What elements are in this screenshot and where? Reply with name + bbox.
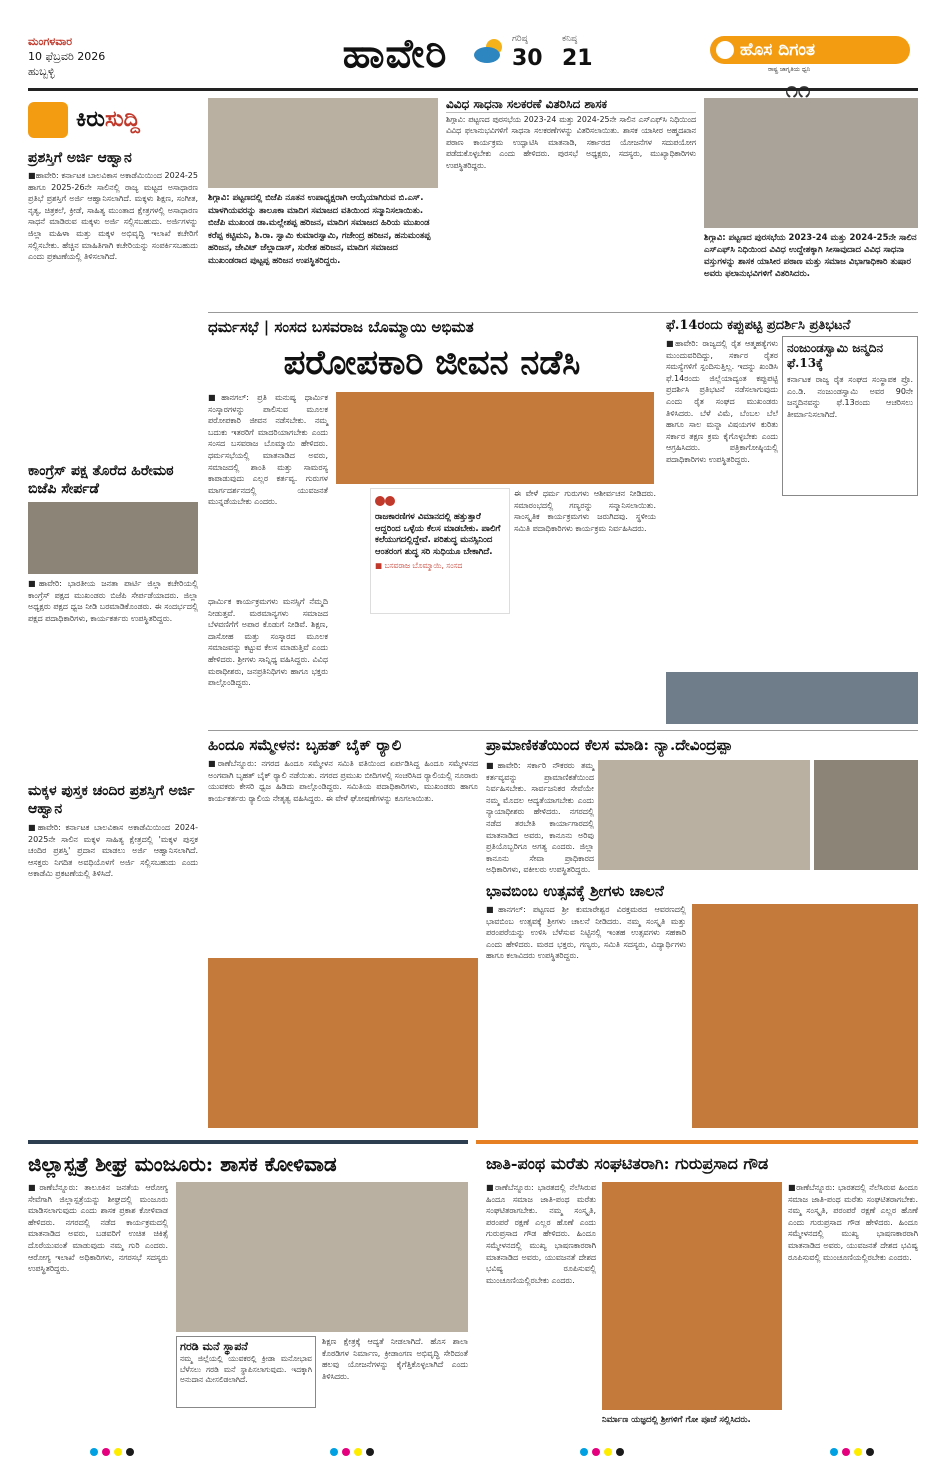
top-caption-1: ಶಿಗ್ಗಾವಿ: ಪಟ್ಟಣದಲ್ಲಿ ಬಿಜೆಪಿ ನೂತನ ಉಪಾಧ್ಯಕ್ಷರಾಗಿ ಆಯ್ಕೆಯಾಗಿರುವ ಬಿ.ಎಸ್. ಮಾಳಗಿಯವರನ್ನು ತಾಲೂಕಾ ಮಾದಿಗ ಸಮಾಜದ ವತಿಯಿಂದ ಸನ್ಮಾನಿಸಲಾಯಿತು. ಬಿಜೆಪಿ ಮುಖಂಡ ಡಾ.ಮಲ್ಲೇಶಪ್ಪ ಹರಿಜನ, ಮಾದಿಗ ಸಮಾಜದ ಹಿರಿಯ ಮುಖಂಡ ಕರೆಪ್ಪ ಕಟ್ಟಿಮನಿ, ಶಿ.ರಾ. ಸ್ವಾಮಿ ಕುಮಾರಸ್ವಾಮಿ, ಗಜೇಂದ್ರ ಹರಿಜನ, ಹನುಮಂತಪ್ಪ ಹರಿಜನ, ಜೇವಿಟ್ ಜೆಲ್ಲಾದಾಸ್, ಸುರೇಶ ಹರಿಜನ, ಮಾದಿಗ ಸಮಾಜದ ಮುಖಂಡರಾದ ಪುಟ್ಟಪ್ಪ ಹರಿಜನ ಉಪಸ್ಥಿತರಿದ್ದರು. [208,193,431,266]
register-dot [866,1448,874,1456]
print-register-dots-1 [90,1448,134,1456]
masthead-date: 10 ಫೆಬ್ರವರಿ 2026 [28,50,106,63]
top-photo-1 [208,98,438,188]
lead-body-1: ■ಹಾನಗಲ್: ಪ್ರತಿ ಮನುಷ್ಯ ಧಾರ್ಮಿಕ ಸಂಸ್ಕಾರಗಳನ್ನು ಪಾಲಿಸುವ ಮೂಲಕ ಪರೋಪಕಾರಿ ಜೀವನ ನಡೆಸಬೇಕು. ನಮ್ಮ ಬದುಕು ಇತರರಿಗೆ ಮಾದರಿಯಾಗಬೇಕು ಎಂದು ಸಂಸದ ಬಸವರಾಜ ಬೊಮ್ಮಾಯಿ ಹೇಳಿದರು. ಧರ್ಮಸಭೆಯಲ್ಲಿ ಮಾತನಾಡಿದ ಅವರು, ಸಮಾಜದಲ್ಲಿ ಶಾಂತಿ ಮತ್ತು ಸಾಮರಸ್ಯ ಕಾಪಾಡುವುದು ಎಲ್ಲರ ಕರ್ತವ್ಯ. ಗುರುಗಳ ಮಾರ್ಗದರ್ಶನದಲ್ಲಿ ಯುವಜನತೆ ಮುನ್ನಡೆಯಬೇಕು ಎಂದರು. [208,393,328,507]
register-dot [592,1448,600,1456]
min-temp-value: 21 [562,46,593,71]
right-box [782,336,918,496]
hospital-box-body: ನಮ್ಮ ಜಿಲ್ಲೆಯಲ್ಲಿ ಯುವಕರಲ್ಲಿ ಕ್ರೀಡಾ ಮನೋಭಾವ ಬೆಳೆಸಲು ಗರಡಿ ಮನೆ ಸ್ಥಾಪಿಸಲಾಗುವುದು. ಇದಕ್ಕಾಗಿ ಅನುದಾನ ಮೀಸಲಿಡಲಾಗಿದೆ. [180,1354,312,1384]
lead-body-2: ಧಾರ್ಮಿಕ ಕಾರ್ಯಕ್ರಮಗಳು ಮನಸ್ಸಿಗೆ ನೆಮ್ಮದಿ ನೀಡುತ್ತವೆ. ಮಠಮಾನ್ಯಗಳು ಸಮಾಜದ ಬೆಳವಣಿಗೆಗೆ ಅಪಾರ ಕೊಡುಗೆ ನೀಡಿವೆ. ಶಿಕ್ಷಣ, ದಾಸೋಹ ಮತ್ತು ಸಂಸ್ಕಾರದ ಮೂಲಕ ಸಮಾಜವನ್ನು ಕಟ್ಟುವ ಕೆಲಸ ಮಾಡುತ್ತಿವೆ ಎಂದು ಹೇಳಿದರು. ಶ್ರೀಗಳು ಸಾನ್ನಿಧ್ಯ ವಹಿಸಿದ್ದರು. ವಿವಿಧ ಮಠಾಧೀಶರು, ಜನಪ್ರತಿನಿಧಿಗಳು ಹಾಗೂ ಭಕ್ತರು ಪಾಲ್ಗೊಂಡಿದ್ದರು. [208,597,328,688]
masthead-rule [28,88,918,91]
brand-tagline: ರಾಷ್ಟ್ರ ಜಾಗೃತಿಯ ಧ್ವನಿ [768,66,811,73]
register-dot [842,1448,850,1456]
bhavabimba-body: ■ಹಾನಗಲ್: ಪಟ್ಟಣದ ಶ್ರೀ ಕುಮಾರೇಶ್ವರ ವಿರಕ್ತಮಠದ ಆವರಣದಲ್ಲಿ ಭಾವಬಿಂಬ ಉತ್ಸವಕ್ಕೆ ಶ್ರೀಗಳು ಚಾಲನೆ ನೀಡಿದರು. ನಮ್ಮ ಸಂಸ್ಕೃತಿ ಮತ್ತು ಪರಂಪರೆಯನ್ನು ಉಳಿಸಿ ಬೆಳೆಸುವ ನಿಟ್ಟಿನಲ್ಲಿ ಇಂತಹ ಉತ್ಸವಗಳು ಸಹಕಾರಿ ಎಂದು ಹೇಳಿದರು. ಮಠದ ಭಕ್ತರು, ಗಣ್ಯರು, ಸಮಿತಿ ಸದಸ್ಯರು, ವಿದ್ಯಾರ್ಥಿಗಳು ಹಾಗೂ ಕಲಾವಿದರು ಉಪಸ್ಥಿತರಿದ್ದರು. [486,905,686,961]
right-headline: ಫೆ.14ರಂದು ಕಪ್ಪುಪಟ್ಟಿ ಪ್ರದರ್ಶಿಸಿ ಪ್ರತಿಭಟನೆ [666,318,851,333]
hindu-photo [208,958,478,1128]
bhavabimba-headline: ಭಾವಬಿಂಬ ಉತ್ಸವಕ್ಕೆ ಶ್ರೀಗಳು ಚಾಲನೆ [486,882,664,900]
weather-widget [470,34,600,74]
lead-kicker: ಧರ್ಮಸಭೆ | ಸಂಸದ ಬಸವರಾಜ ಬೊಮ್ಮಾಯಿ ಅಭಿಮತ [208,318,474,336]
masthead-city: ಹುಬ್ಬಳ್ಳಿ [28,65,55,78]
max-temp-value: 30 [512,46,543,71]
register-dot [114,1448,122,1456]
bhavabimba-photo [692,904,918,1128]
left-headline-1: ಪ್ರಶಸ್ತಿಗೆ ಅರ್ಜಿ ಆಹ್ವಾನ [28,150,132,166]
top-body: ಶಿಗ್ಗಾವಿ: ಪಟ್ಟಣದ ಪುರಸಭೆಯ 2023-24 ಮತ್ತು 2024-25ನೇ ಸಾಲಿನ ಎಸ್‌ಎಫ್‌ಸಿ ನಿಧಿಯಿಂದ ವಿವಿಧ ಫಲಾನುಭವಿಗಳಿಗೆ ಸಾಧನಾ ಸಲಕರಣೆಗಳನ್ನು ವಿತರಿಸಲಾಯಿತು. ಶಾಸಕ ಯಾಸೀರ ಅಹ್ಮದಖಾನ ಪಠಾಣ ಕಾರ್ಯಕ್ರಮ ಉದ್ಘಾಟಿಸಿ ಮಾತನಾಡಿ, ಸರ್ಕಾರದ ಯೋಜನೆಗಳ ಸದುಪಯೋಗ ಪಡೆದುಕೊಳ್ಳಬೇಕು ಎಂದು ಹೇಳಿದರು. ಪುರಸಭೆ ಅಧ್ಯಕ್ಷರು, ಸದಸ್ಯರು, ಮುಖ್ಯಾಧಿಕಾರಿಗಳು ಉಪಸ್ಥಿತರಿದ್ದರು. [446,115,696,170]
register-dot [126,1448,134,1456]
hospital-headline: ಜಿಲ್ಲಾಸ್ಪತ್ರೆ ಶೀಘ್ರ ಮಂಜೂರು: ಶಾಸಕ ಕೋಳಿವಾಡ [28,1152,337,1176]
left-photo-1 [28,502,198,574]
hindu-headline: ಹಿಂದೂ ಸಮ್ಮೇಳನ: ಬೃಹತ್ ಬೈಕ್ ರ‍್ಯಾಲಿ [208,736,402,754]
hospital-body-2: ಶಿಕ್ಷಣ ಕ್ಷೇತ್ರಕ್ಕೆ ಆದ್ಯತೆ ನೀಡಲಾಗಿದೆ. ಹೊಸ ಶಾಲಾ ಕೊಠಡಿಗಳ ನಿರ್ಮಾಣ, ಕ್ರೀಡಾಂಗಣ ಅಭಿವೃದ್ಧಿ ಸೇರಿದಂತೆ ಹಲವು ಯೋಜನೆಗಳನ್ನು ಕೈಗೆತ್ತಿಕೊಳ್ಳಲಾಗಿದೆ ಎಂದು ತಿಳಿಸಿದರು. [322,1337,468,1381]
lead-headline: ಪರೋಪಕಾರಿ ಜೀವನ ನಡೆಸಿ [283,343,581,383]
hospital-box-headline: ಗರಡಿ ಮನೆ ಸ್ಥಾಪನೆ [180,1340,248,1353]
register-dot [580,1448,588,1456]
print-register-dots-2 [330,1448,374,1456]
register-dot [342,1448,350,1456]
register-dot [354,1448,362,1456]
jati-headline: ಜಾತಿ-ಪಂಥ ಮರೆತು ಸಂಘಟಿತರಾಗಿ: ಗುರುಪ್ರಸಾದ ಗೌಡ [486,1154,769,1173]
weather-cloud-icon [472,38,506,64]
print-register-dots-3 [580,1448,624,1456]
pramanika-body: ■ಹಾವೇರಿ: ಸರ್ಕಾರಿ ನೌಕರರು ತಮ್ಮ ಕರ್ತವ್ಯವನ್ನು ಪ್ರಾಮಾಣಿಕತೆಯಿಂದ ನಿರ್ವಹಿಸಬೇಕು. ಸಾರ್ವಜನಿಕರ ಸೇವೆಯೇ ನಮ್ಮ ಮೊದಲ ಆದ್ಯತೆಯಾಗಬೇಕು ಎಂದು ನ್ಯಾಯಾಧೀಶರು ಹೇಳಿದರು. ನಗರದಲ್ಲಿ ನಡೆದ ತರಬೇತಿ ಕಾರ್ಯಾಗಾರದಲ್ಲಿ ಮಾತನಾಡಿದ ಅವರು, ಕಾನೂನು ಅರಿವು ಪ್ರತಿಯೊಬ್ಬರಿಗೂ ಅಗತ್ಯ ಎಂದರು. ಜಿಲ್ಲಾ ಕಾನೂನು ಸೇವಾ ಪ್ರಾಧಿಕಾರದ ಅಧಿಕಾರಿಗಳು, ವಕೀಲರು ಉಪಸ್ಥಿತರಿದ್ದರು. [486,761,594,875]
lead-body-3: ಈ ವೇಳೆ ಧರ್ಮ ಗುರುಗಳು ಆಶೀರ್ವಚನ ನೀಡಿದರು. ಸಮಾರಂಭದಲ್ಲಿ ಗಣ್ಯರನ್ನು ಸನ್ಮಾನಿಸಲಾಯಿತು. ಸಾಂಸ್ಕೃತಿಕ ಕಾರ್ಯಕ್ರಮಗಳು ಜರುಗಿದವು. ಸ್ಥಳೀಯ ಸಮಿತಿ ಪದಾಧಿಕಾರಿಗಳು ಕಾರ್ಯಕ್ರಮ ನಿರ್ವಹಿಸಿದರು. [514,489,656,533]
left-headline-2: ಕಾಂಗ್ರೆಸ್ ಪಕ್ಷ ತೊರೆದ ಹಿರೇಮಠ ಬಿಜೆಪಿ ಸೇರ್ಪಡೆ [28,463,174,497]
left-body-3: ■ಹಾವೇರಿ: ಕರ್ನಾಟಕ ಬಾಲವಿಕಾಸ ಅಕಾಡೆಮಿಯಿಂದ 2024-2025ನೇ ಸಾಲಿನ ಮಕ್ಕಳ ಸಾಹಿತ್ಯ ಕ್ಷೇತ್ರದಲ್ಲಿ 'ಮಕ್ಕಳ ಪುಸ್ತಕ ಚಂದಿರ ಪ್ರಶಸ್ತಿ' ಪ್ರದಾನ ಮಾಡಲು ಅರ್ಜಿ ಆಹ್ವಾನಿಸಲಾಗಿದೆ. ಆಸಕ್ತರು ನಿಗದಿತ ಅವಧಿಯೊಳಗೆ ಅರ್ಜಿ ಸಲ್ಲಿಸಬಹುದು ಎಂದು ಅಕಾಡೆಮಿ ಪ್ರಕಟಣೆಯಲ್ಲಿ ತಿಳಿಸಿದೆ. [28,823,198,879]
section-divider [208,312,918,313]
jati-body: ■ರಾಣೆಬೆನ್ನೂರು: ಭಾರತದಲ್ಲಿ ನೆಲೆಸಿರುವ ಹಿಂದೂ ಸಮಾಜ ಜಾತಿ-ಪಂಥ ಮರೆತು ಸಂಘಟಿತರಾಗಬೇಕು. ನಮ್ಮ ಸಂಸ್ಕೃತಿ, ಪರಂಪರೆ ರಕ್ಷಣೆ ಎಲ್ಲರ ಹೊಣೆ ಎಂದು ಗುರುಪ್ರಸಾದ ಗೌಡ ಹೇಳಿದರು. ಹಿಂದೂ ಸಮ್ಮೇಳನದಲ್ಲಿ ಮುಖ್ಯ ಭಾಷಣಕಾರರಾಗಿ ಮಾತನಾಡಿದ ಅವರು, ಯುವಜನತೆ ದೇಶದ ಭವಿಷ್ಯ ರೂಪಿಸುವಲ್ಲಿ ಮುಂಚೂಣಿಯಲ್ಲಿರಬೇಕು ಎಂದರು. [486,1183,596,1285]
right-body: ■ಹಾವೇರಿ: ರಾಜ್ಯದಲ್ಲಿ ರೈತ ಆತ್ಮಹತ್ಯೆಗಳು ಮುಂದುವರಿದಿದ್ದು, ಸರ್ಕಾರ ರೈತರ ಸಮಸ್ಯೆಗಳಿಗೆ ಸ್ಪಂದಿಸುತ್ತಿಲ್ಲ. ಇದನ್ನು ಖಂಡಿಸಿ ಫೆ.14ರಂದು ಜಿಲ್ಲೆಯಾದ್ಯಂತ ಕಪ್ಪುಪಟ್ಟಿ ಪ್ರದರ್ಶಿಸಿ ಪ್ರತಿಭಟನೆ ನಡೆಸಲಾಗುವುದು ಎಂದು ರೈತ ಸಂಘದ ಮುಖಂಡರು ತಿಳಿಸಿದರು. ಬೆಳೆ ವಿಮೆ, ಬೆಂಬಲ ಬೆಲೆ ಹಾಗೂ ಸಾಲ ಮನ್ನಾ ವಿಷಯಗಳ ಕುರಿತು ಸರ್ಕಾರ ತಕ್ಷಣ ಕ್ರಮ ಕೈಗೊಳ್ಳಬೇಕು ಎಂದು ಆಗ್ರಹಿಸಿದರು. ಪತ್ರಿಕಾಗೋಷ್ಠಿಯಲ್ಲಿ ಪದಾಧಿಕಾರಿಗಳು ಉಪಸ್ಥಿತರಿದ್ದರು. [666,339,778,464]
bottom-bar-left [28,1140,468,1144]
register-dot [616,1448,624,1456]
register-dot [854,1448,862,1456]
lead-quote-by: ■ ಬಸವರಾಜ ಬೊಮ್ಮಾಯಿ, ಸಂಸದ [375,561,463,570]
lead-photo [336,392,654,484]
max-temp-label: ಗರಿಷ್ಠ [512,34,528,44]
pramanika-headline: ಪ್ರಾಮಾಣಿಕತೆಯಿಂದ ಕೆಲಸ ಮಾಡಿ: ನ್ಯಾ.ದೇವಿಂದ್ರಪ್ಪಾ [486,736,733,754]
right-box-headline: ನಂಜುಂಡಸ್ವಾಮಿ ಜನ್ಮದಿನ ಫೆ.13ಕ್ಕೆ [787,341,884,370]
quote-icon [375,494,395,508]
masthead-date-block [28,34,178,79]
left-headline-3: ಮಕ್ಕಳ ಪುಸ್ತಕ ಚಂದಿರ ಪ್ರಶಸ್ತಿಗೆ ಅರ್ಜಿ ಆಹ್ವಾನ [28,783,195,817]
min-temp-label: ಕನಿಷ್ಠ [562,34,578,44]
top-headline: ವಿವಿಧ ಸಾಧನಾ ಸಲಕರಣೆ ವಿತರಿಸಿದ ಶಾಸಕ [446,96,696,113]
register-dot [830,1448,838,1456]
register-dot [102,1448,110,1456]
masthead-day: ಮಂಗಳವಾರ [28,35,73,48]
lead-quote-box [370,488,510,614]
left-body-1: ■ಹಾವೇರಿ: ಕರ್ನಾಟಕ ಬಾಲವಿಕಾಸ ಅಕಾಡೆಮಿಯಿಂದ 2024-25 ಹಾಗೂ 2025-26ನೇ ಸಾಲಿನಲ್ಲಿ ರಾಜ್ಯ ಮಟ್ಟದ ಅಸಾಧಾರಣ ಪ್ರತಿಭೆ ಪ್ರಶಸ್ತಿಗೆ ಅರ್ಜಿ ಆಹ್ವಾನಿಸಲಾಗಿದೆ. ಮಕ್ಕಳು ಶಿಕ್ಷಣ, ಸಂಗೀತ, ನೃತ್ಯ, ಚಿತ್ರಕಲೆ, ಕ್ರೀಡೆ, ಸಾಹಿತ್ಯ ಮುಂತಾದ ಕ್ಷೇತ್ರಗಳಲ್ಲಿ ಅಸಾಧಾರಣ ಸಾಧನೆ ಮಾಡಿರುವ ಮಕ್ಕಳು ಅರ್ಜಿ ಸಲ್ಲಿಸಬಹುದು. ಅರ್ಜಿಗಳನ್ನು ಜಿಲ್ಲಾ ಮಹಿಳಾ ಮತ್ತು ಮಕ್ಕಳ ಅಭಿವೃದ್ಧಿ ಇಲಾಖೆ ಕಚೇರಿಗೆ ಸಲ್ಲಿಸಬೇಕು. ಹೆಚ್ಚಿನ ಮಾಹಿತಿಗಾಗಿ ಕಚೇರಿಯನ್ನು ಸಂಪರ್ಕಿಸಬಹುದು ಎಂದು ಪ್ರಕಟಣೆಯಲ್ಲಿ ತಿಳಿಸಲಾಗಿದೆ. [28,171,198,262]
kirusuddi-red: ಸುದ್ದಿ [104,106,140,132]
hospital-body: ■ರಾಣೆಬೆನ್ನೂರು: ತಾಲೂಕಿನ ಜನತೆಯ ಆರೋಗ್ಯ ಸೇವೆಗಾಗಿ ಜಿಲ್ಲಾಸ್ಪತ್ರೆಯನ್ನು ಶೀಘ್ರದಲ್ಲಿ ಮಂಜೂರು ಮಾಡಿಸಲಾಗುವುದು ಎಂದು ಶಾಸಕ ಪ್ರಕಾಶ ಕೋಳಿವಾಡ ಹೇಳಿದರು. ನಗರದಲ್ಲಿ ನಡೆದ ಕಾರ್ಯಕ್ರಮದಲ್ಲಿ ಮಾತನಾಡಿದ ಅವರು, ಬಡವರಿಗೆ ಉಚಿತ ಚಿಕಿತ್ಸೆ ದೊರೆಯುವಂತೆ ಮಾಡುವುದು ನಮ್ಮ ಗುರಿ ಎಂದರು. ಆರೋಗ್ಯ ಇಲಾಖೆ ಅಧಿಕಾರಿಗಳು, ನಗರಸಭೆ ಸದಸ್ಯರು ಉಪಸ್ಥಿತರಿದ್ದರು. [28,1183,168,1274]
pramanika-photo [598,760,810,870]
lead-quote: ರಾಜಕಾರಣಿಗಳ ವಿಮಾನದಲ್ಲಿ ಹತ್ತುತ್ತಾರೆ ಆದ್ದರಿಂದ ಒಳ್ಳೆಯ ಕೆಲಸ ಮಾಡಬೇಕು. ಪಾಲಿಗೆ ಕಲೆಯುಗದಲ್ಲಿದ್ದೇವೆ. ಪರಿಶುದ್ಧ ಮನಸ್ಸಿನಿಂದ ಆಂತರಂಗ ಶುದ್ಧ ಸರಿ ಸುಧಿಯೂ ಬೇಕಾಗಿದೆ. [375,512,501,557]
left-body-2: ■ಹಾವೇರಿ: ಭಾರತೀಯ ಜನತಾ ಪಾರ್ಟಿ ಜಿಲ್ಲಾ ಕಚೇರಿಯಲ್ಲಿ ಕಾಂಗ್ರೆಸ್ ಪಕ್ಷದ ಮುಖಂಡರು ಬಿಜೆಪಿ ಸೇರ್ಪಡೆಯಾದರು. ಜಿಲ್ಲಾ ಅಧ್ಯಕ್ಷರು ಪಕ್ಷದ ಧ್ವಜ ನೀಡಿ ಬರಮಾಡಿಕೊಂಡರು. ಈ ಸಂದರ್ಭದಲ್ಲಿ ಪಕ್ಷದ ಪದಾಧಿಕಾರಿಗಳು, ಕಾರ್ಯಕರ್ತರು ಉಪಸ್ಥಿತರಿದ್ದರು. [28,579,198,623]
section-divider-2 [208,730,918,731]
jati-body-2: ■ರಾಣೆಬೆನ್ನೂರು: ಭಾರತದಲ್ಲಿ ನೆಲೆಸಿರುವ ಹಿಂದೂ ಸಮಾಜ ಜಾತಿ-ಪಂಥ ಮರೆತು ಸಂಘಟಿತರಾಗಬೇಕು. ನಮ್ಮ ಸಂಸ್ಕೃತಿ, ಪರಂಪರೆ ರಕ್ಷಣೆ ಎಲ್ಲರ ಹೊಣೆ ಎಂದು ಗುರುಪ್ರಸಾದ ಗೌಡ ಹೇಳಿದರು. ಹಿಂದೂ ಸಮ್ಮೇಳನದಲ್ಲಿ ಮುಖ್ಯ ಭಾಷಣಕಾರರಾಗಿ ಮಾತನಾಡಿದ ಅವರು, ಯುವಜನತೆ ದೇಶದ ಭವಿಷ್ಯ ರೂಪಿಸುವಲ್ಲಿ ಮುಂಚೂಣಿಯಲ್ಲಿರಬೇಕು ಎಂದರು. [788,1183,918,1262]
hindu-body: ■ರಾಣೆಬೆನ್ನೂರು: ನಗರದ ಹಿಂದೂ ಸಮ್ಮೇಳನ ಸಮಿತಿ ವತಿಯಿಂದ ಏರ್ಪಡಿಸಿದ್ದ ಹಿಂದೂ ಸಮ್ಮೇಳನದ ಅಂಗವಾಗಿ ಬೃಹತ್ ಬೈಕ್ ರ‍್ಯಾಲಿ ನಡೆಯಿತು. ನಗರದ ಪ್ರಮುಖ ಬೀದಿಗಳಲ್ಲಿ ಸಂಚರಿಸಿದ ರ‍್ಯಾಲಿಯಲ್ಲಿ ನೂರಾರು ಯುವಕರು ಕೇಸರಿ ಧ್ವಜ ಹಿಡಿದು ಪಾಲ್ಗೊಂಡಿದ್ದರು. ಸಮಿತಿಯ ಪದಾಧಿಕಾರಿಗಳು, ಮುಖಂಡರು ಹಾಗೂ ಕಾರ್ಯಕರ್ತರು ರ‍್ಯಾಲಿಯ ನೇತೃತ್ವ ವಹಿಸಿದ್ದರು. ಈ ವೇಳೆ ಘೋಷಣೆಗಳನ್ನು ಕೂಗಲಾಯಿತು. [208,759,478,803]
kirusuddi-black: ಕಿರು [76,106,105,132]
page-title: ಹಾವೇರಿ [342,30,448,77]
pramanika-photo-2 [814,760,918,870]
brand-logo [698,30,918,82]
jati-photo [602,1182,782,1410]
right-box-body: ಕರ್ನಾಟಕ ರಾಜ್ಯ ರೈತ ಸಂಘದ ಸಂಸ್ಥಾಪಕ ಪ್ರೊ. ಎಂ.ಡಿ. ನಂಜುಂಡಸ್ವಾಮಿ ಅವರ 90ನೇ ಜನ್ಮದಿನವನ್ನು ಫೆ.13ರಂದು ಆಚರಿಸಲು ತೀರ್ಮಾನಿಸಲಾಗಿದೆ. [787,375,913,419]
hospital-box [176,1336,316,1408]
hospital-photo [176,1182,468,1332]
top-photo-2 [704,98,918,228]
top-caption-2: ಶಿಗ್ಗಾವಿ: ಪಟ್ಟಣದ ಪುರಸಭೆಯ 2023-24 ಮತ್ತು 2024-25ನೇ ಸಾಲಿನ ಎಸ್‌ಎಫ್‌ಸಿ ನಿಧಿಯಿಂದ ವಿವಿಧ ಉದ್ದೇಶಕ್ಕಾಗಿ ಸೀಸಾವುದಾದ ವಿವಿಧ ಸಾಧನಾ ವಸ್ತುಗಳನ್ನು ಶಾಸಕ ಯಾಸೀರ ಪಠಾಣ ಮತ್ತು ಸಮಾಜ ವಿಭಾಗಾಧಿಕಾರಿ ತುಷಾರ ಅವರು ಫಲಾನುಭವಿಗಳಿಗೆ ವಿತರಿಸಿದರು. [704,233,917,279]
register-dot [330,1448,338,1456]
kirusuddi-title [76,106,140,132]
print-register-dots-4 [830,1448,874,1456]
brand-name: ಹೊಸ ದಿಗಂತ [710,36,910,64]
register-dot [366,1448,374,1456]
bottom-bar-right [476,1140,918,1144]
kirusuddi-label [28,98,198,142]
register-dot [90,1448,98,1456]
register-dot [604,1448,612,1456]
right-photo [666,672,918,724]
hand-icon [28,102,68,138]
jati-caption: ನಿರ್ಮಾಣ ಯಜ್ಞದಲ್ಲಿ ಶ್ರೀಗಳಿಗೆ ಗೋ ಪೂಜೆ ಸಲ್ಲಿಸಿದರು. [602,1415,751,1425]
